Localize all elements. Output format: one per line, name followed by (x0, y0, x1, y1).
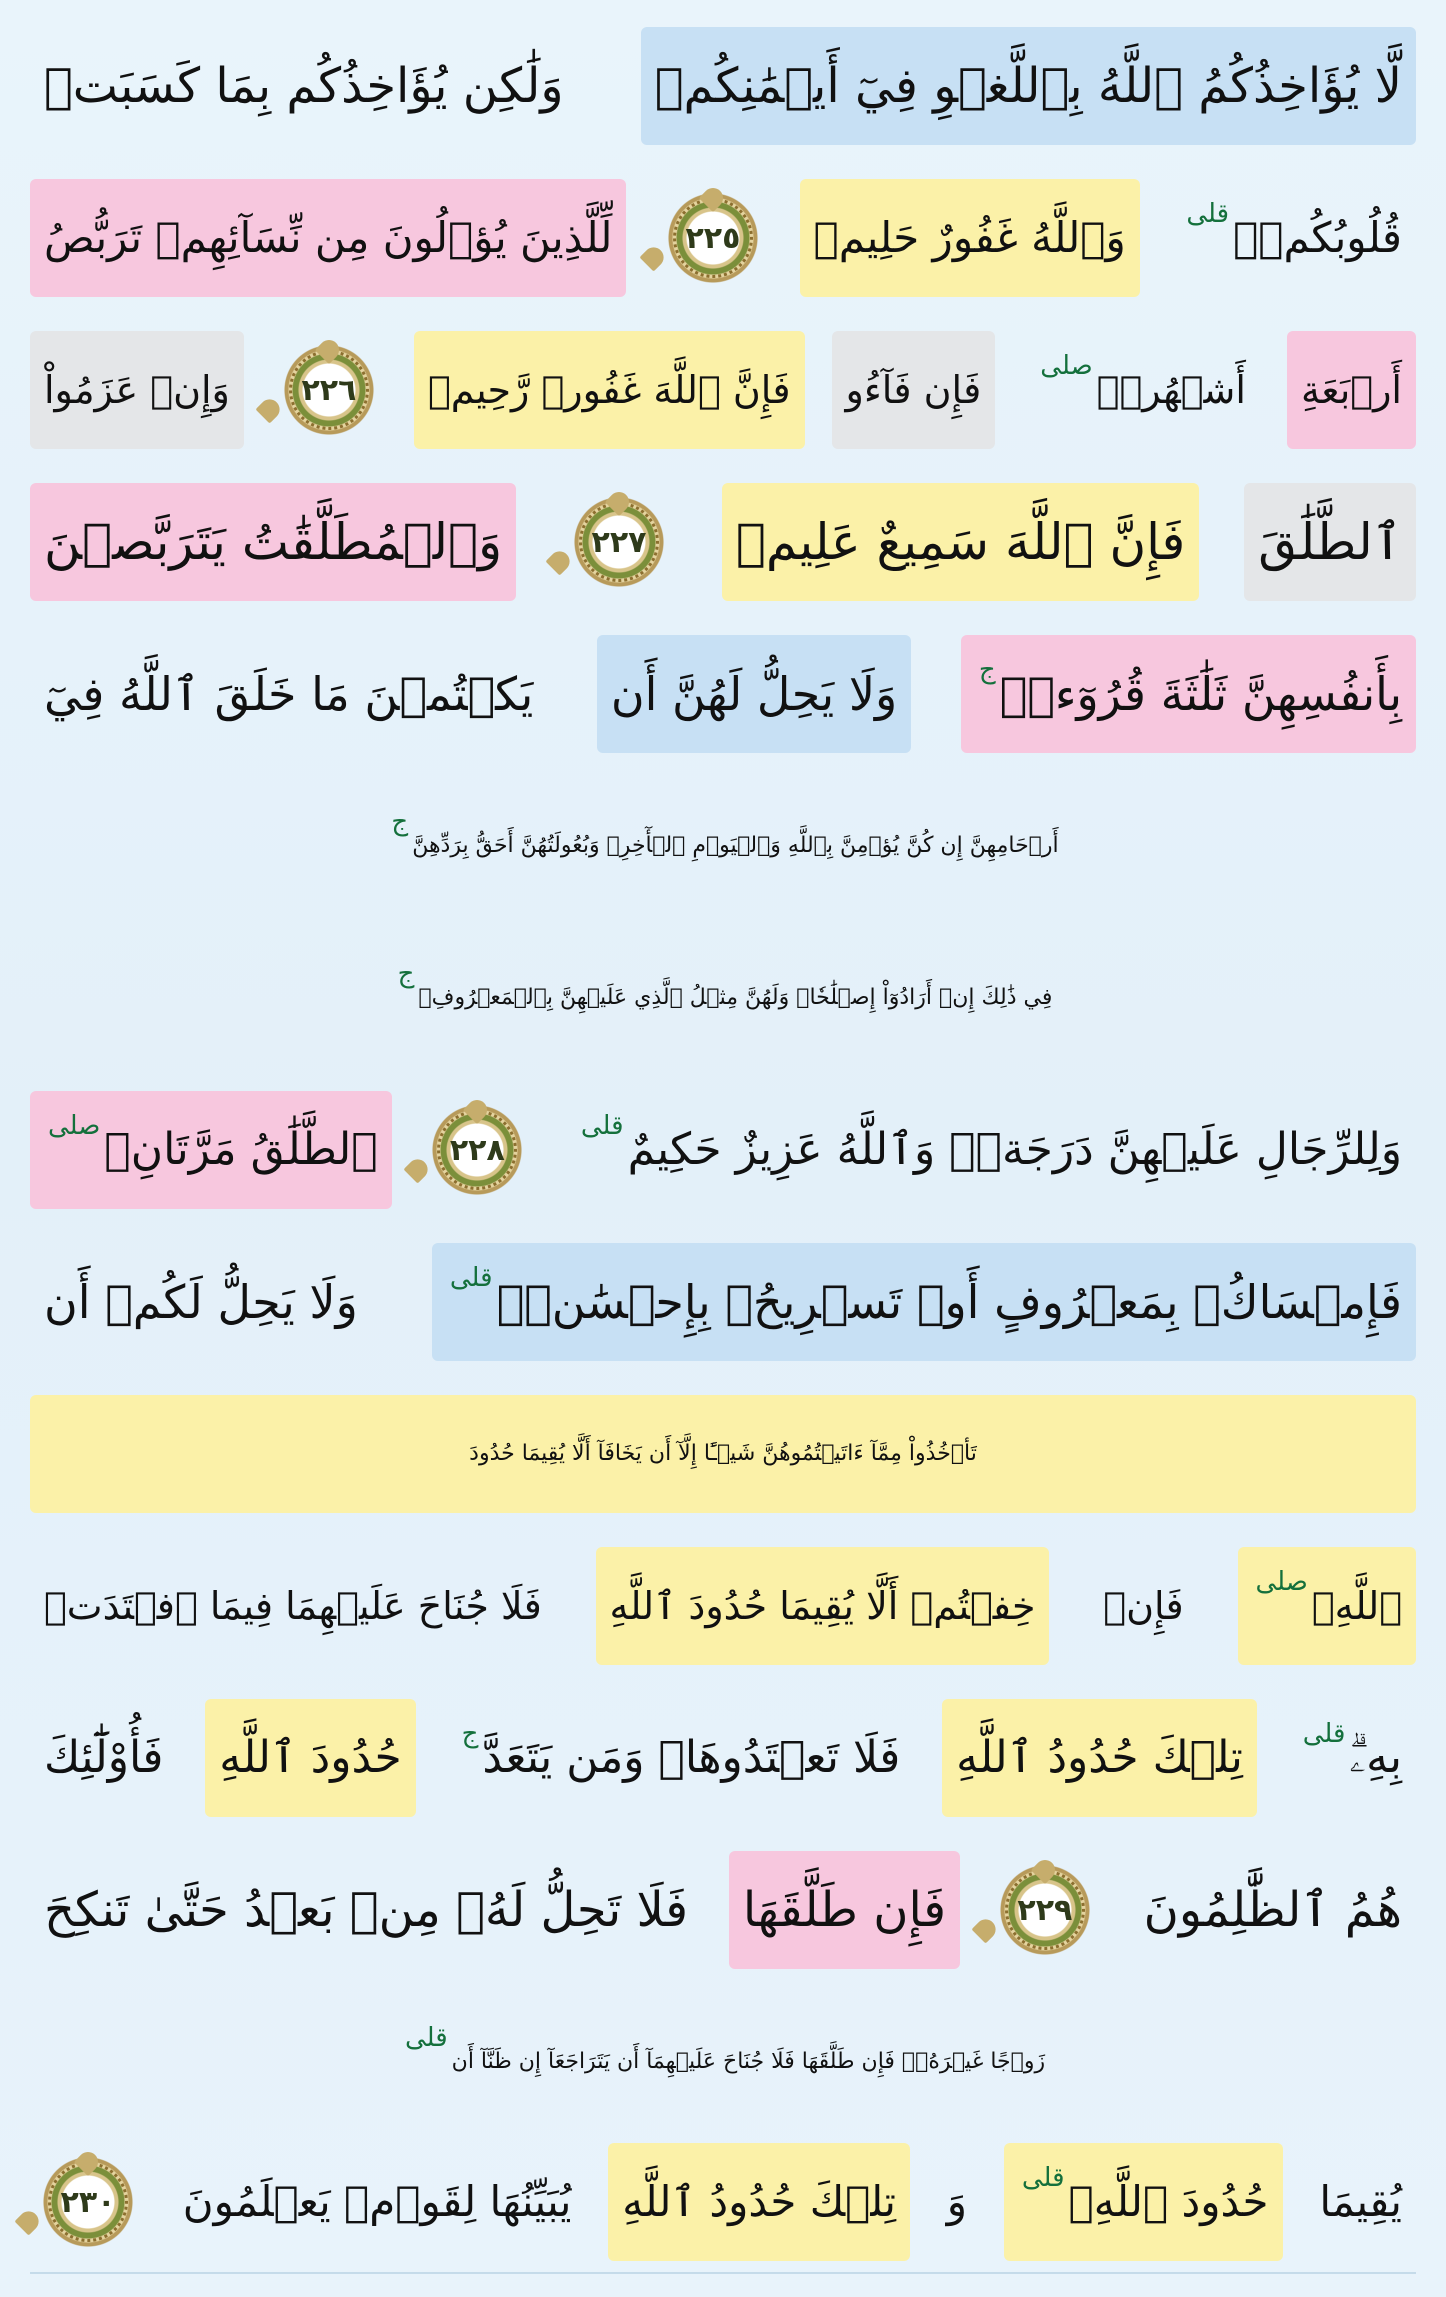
verse-end-marker-icon (571, 494, 667, 590)
verse-text (1305, 2143, 1416, 2261)
verse-text (169, 2143, 586, 2261)
highlighted-phrase-yellow (30, 1395, 1416, 1513)
page-bottom-rule (30, 2272, 1416, 2274)
pause-mark: قلى (580, 1111, 624, 1141)
arabic-text: يُبَيِّنُهَا لِقَوۡمٖ يَعۡلَمُونَ (182, 2177, 572, 2226)
verse-text (30, 1851, 702, 1969)
arabic-text: فَإِن طَلَّقَهَا (742, 1882, 947, 1938)
highlighted-phrase-blue (597, 635, 911, 753)
pause-mark: صلى (1040, 351, 1093, 381)
verse-number: ٢٢٦ (301, 372, 357, 408)
arabic-text: وَلَٰكِن يُؤَاخِذُكُم بِمَا كَسَبَتۡ (44, 58, 564, 114)
verse-end-marker-icon (997, 1862, 1093, 1958)
arabic-text: لَّا يُؤَاخِذُكُمُ ٱللَّهُ بِٱللَّغۡوِ فِيٓ أَيۡمَٰنِكُمۡ (654, 58, 1402, 114)
text-line (30, 474, 1416, 610)
verse-number: ٢٢٧ (591, 524, 647, 560)
verse-text (1285, 1699, 1416, 1817)
verse-text (30, 635, 547, 753)
arabic-text: أَرۡبَعَةِ (1301, 368, 1402, 412)
arabic-text: وَلِلرِّجَالِ عَلَيۡهِنَّ دَرَجَةٞۗ وَٱللَّهُ عَزِيزٌ حَكِيمٌ (627, 1124, 1402, 1175)
highlighted-phrase-yellow (205, 1699, 415, 1817)
verse-number: ٢٢٩ (1017, 1892, 1073, 1928)
pause-mark: ج (978, 655, 996, 685)
verse-end-marker-icon (665, 190, 761, 286)
pause-mark: قلى (1021, 2163, 1065, 2193)
verse-text (563, 1091, 1416, 1209)
arabic-text: يَكۡتُمۡنَ مَا خَلَقَ ٱللَّهُ فِيٓ (44, 667, 534, 721)
arabic-text: فَإِنۡ (1103, 1584, 1184, 1628)
verse-end-marker-icon (429, 1102, 525, 1198)
arabic-text: فَلَا تَعۡتَدُوهَاۚ وَمَن يَتَعَدَّ (482, 1732, 901, 1783)
text-line (30, 626, 1416, 762)
highlighted-phrase-pink (961, 635, 1416, 753)
arabic-text: ٱللَّهِۖ (1311, 1584, 1402, 1628)
arabic-text: وَٱللَّهُ غَفُورٌ حَلِيمٞ (813, 213, 1126, 262)
highlighted-phrase-grey (30, 331, 244, 449)
arabic-text: وَ (946, 2177, 968, 2226)
arabic-text: خِفۡتُمۡ أَلَّا يُقِيمَا حُدُودَ ٱللَّهِ (609, 1584, 1036, 1628)
verse-text (30, 1547, 556, 1665)
arabic-text: بِهِۦۗ (1349, 1732, 1402, 1783)
text-line (30, 1234, 1416, 1370)
arabic-text: تَأۡخُذُواْ مِمَّآ ءَاتَيۡتُمُوهُنَّ شَيۡـًٔا إِلَّآ أَن يَخَافَآ أَلَّا يُقِيمَا حُدُودَ (469, 1441, 977, 1466)
highlighted-phrase-yellow (942, 1699, 1257, 1817)
arabic-text: فَأُوْلَٰٓئِكَ (44, 1732, 164, 1783)
highlighted-phrase-yellow (596, 1547, 1050, 1665)
arabic-text: يُقِيمَا (1319, 2177, 1402, 2226)
arabic-text: فِي ذَٰلِكَ إِنۡ أَرَادُوٓاْ إِصۡلَٰحٗاۚ وَلَهُنَّ مِثۡلُ ٱلَّذِي عَلَيۡهِنَّ بِٱلۡمَعۡرُوفِۚ (418, 985, 1053, 1010)
arabic-text: حُدُودَ ٱللَّهِ (219, 1732, 402, 1783)
arabic-text: فَإِمۡسَاكُۢ بِمَعۡرُوفٍ أَوۡ تَسۡرِيحُۢ بِإِحۡسَٰنٖۗ (496, 1275, 1402, 1329)
verse-text (1168, 179, 1416, 297)
verse-number: ٢٢٨ (449, 1132, 505, 1168)
highlighted-phrase-yellow (1004, 2143, 1283, 2261)
verse-number: ٢٢٥ (685, 220, 741, 256)
text-line (30, 1994, 1416, 2130)
text-line (30, 1082, 1416, 1218)
arabic-text: فَإِنَّ ٱللَّهَ سَمِيعٌ عَلِيمٞ (735, 513, 1186, 571)
highlighted-phrase-yellow (1238, 1547, 1417, 1665)
highlighted-phrase-pink (30, 179, 626, 297)
highlighted-phrase-yellow (722, 483, 1199, 601)
verse-end-marker-icon (40, 2154, 136, 2250)
pause-mark: صلى (48, 1111, 101, 1141)
arabic-text: حُدُودَ ٱللَّهِۗ (1068, 2177, 1269, 2226)
text-line (30, 322, 1416, 458)
arabic-text: تِلۡكَ حُدُودُ ٱللَّهِ (622, 2177, 896, 2226)
highlighted-phrase-pink (729, 1851, 960, 1969)
highlighted-phrase-pink (30, 1091, 392, 1209)
highlighted-phrase-pink (30, 483, 516, 601)
arabic-text: وَٱلۡمُطَلَّقَٰتُ يَتَرَبَّصۡنَ (44, 513, 503, 571)
arabic-text: وَإِنۡ عَزَمُواْ (44, 368, 230, 412)
highlighted-phrase-yellow (800, 179, 1140, 297)
pause-mark: قلى (1302, 1719, 1346, 1749)
highlighted-phrase-yellow (608, 2143, 910, 2261)
text-line (30, 930, 1416, 1066)
pause-mark: قلى (404, 2023, 448, 2053)
text-line (30, 1690, 1416, 1826)
arabic-text: لِّلَّذِينَ يُؤۡلُونَ مِن نِّسَآئِهِمۡ تَرَبُّصُ (44, 213, 613, 262)
text-line (30, 2134, 1416, 2270)
arabic-text: فَلَا جُنَاحَ عَلَيۡهِمَا فِيمَا ٱفۡتَدَتۡ (44, 1584, 542, 1628)
highlighted-phrase-grey (832, 331, 996, 449)
text-line (30, 778, 1416, 914)
verse-text (444, 1699, 915, 1817)
arabic-text: زَوۡجًا غَيۡرَهُۥۗ فَإِن طَلَّقَهَا فَلَا جُنَاحَ عَلَيۡهِمَآ أَن يَتَرَاجَعَآ إِن ظَنَّآ أَن (451, 2049, 1046, 2074)
pause-mark: ج (461, 1719, 479, 1749)
arabic-text: بِأَنفُسِهِنَّ ثَلَٰثَةَ قُرُوٓءٖۚ (999, 667, 1402, 721)
verse-text (1022, 331, 1260, 449)
arabic-text: ٱلطَّلَٰقَ (1258, 513, 1402, 571)
arabic-text: ٱلطَّلَٰقُ مَرَّتَانِۖ (104, 1124, 378, 1175)
text-line (30, 1538, 1416, 1674)
highlighted-phrase-yellow (414, 331, 805, 449)
verse-text (30, 2003, 1416, 2121)
text-line (30, 1842, 1416, 1978)
verse-text (30, 1699, 177, 1817)
verse-text (30, 27, 578, 145)
verse-number: ٢٣٠ (60, 2184, 116, 2220)
highlighted-phrase-blue (641, 27, 1416, 145)
arabic-text: أَشۡهُرٖۖ (1096, 368, 1246, 412)
verse-text (933, 2143, 981, 2261)
arabic-text: فَإِن فَآءُو (845, 368, 982, 412)
pause-mark: ج (397, 959, 415, 989)
arabic-text: وَلَا يَحِلُّ لَهُنَّ أَن (610, 667, 898, 721)
arabic-text: وَلَا يَحِلُّ لَكُمۡ أَن (44, 1275, 358, 1329)
highlighted-phrase-pink (1287, 331, 1416, 449)
verse-end-marker-icon (281, 342, 377, 438)
arabic-text: فَإِنَّ ٱللَّهَ غَفُورٞ رَّحِيمٞ (427, 368, 791, 412)
pause-mark: قلى (449, 1263, 493, 1293)
highlighted-phrase-blue (432, 1243, 1416, 1361)
pause-mark: ج (391, 807, 409, 837)
arabic-text: هُمُ ٱلظَّٰلِمُونَ (1143, 1882, 1402, 1938)
text-line (30, 1386, 1416, 1522)
pause-mark: قلى (1186, 199, 1230, 229)
arabic-text: فَلَا تَحِلُّ لَهُۥ مِنۢ بَعۡدُ حَتَّىٰ تَنكِحَ (44, 1882, 689, 1938)
verse-text (30, 939, 1416, 1057)
verse-text (30, 1243, 372, 1361)
verse-text (30, 787, 1416, 905)
arabic-text: أَرۡحَامِهِنَّ إِن كُنَّ يُؤۡمِنَّ بِٱللَّهِ وَٱلۡيَوۡمِ ٱلۡأٓخِرِۚ وَبُعُولَتُهُنَّ أَحَقُّ بِرَدِّهِنَّ (412, 833, 1059, 858)
arabic-text: قُلُوبُكُمۡۗ (1233, 213, 1402, 262)
verse-text (1089, 1547, 1197, 1665)
text-line (30, 170, 1416, 306)
arabic-text: تِلۡكَ حُدُودُ ٱللَّهِ (956, 1732, 1243, 1783)
verse-text (1130, 1851, 1416, 1969)
highlighted-phrase-grey (1244, 483, 1416, 601)
text-line (30, 18, 1416, 154)
pause-mark: صلى (1255, 1567, 1308, 1597)
